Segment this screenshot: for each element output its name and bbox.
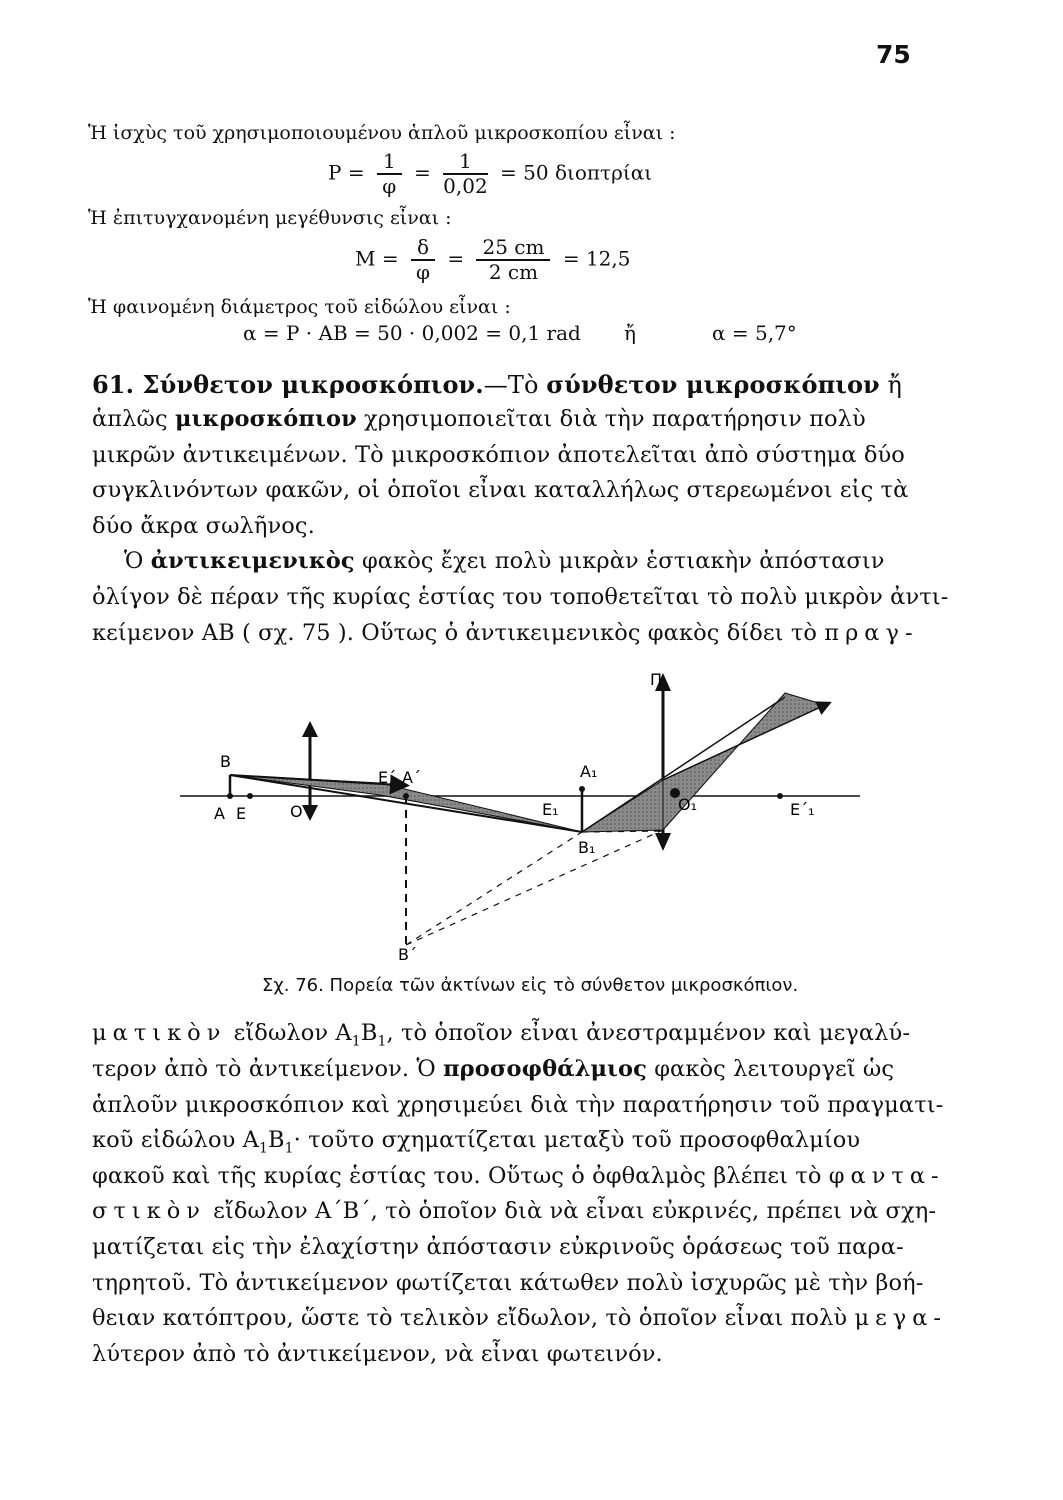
power-frac-1: $\frac{1}{\varphi}$ [377, 150, 402, 198]
page-number: 75 [876, 40, 911, 69]
after-line-1: ματικὸν εἴδωλον $A_1B_1$, τὸ ὁποῖον εἶναι ἀνεστραμμένον καὶ μεγαλύ- [92, 1020, 911, 1050]
after-line-9: θειαν κατόπτρου, ὥστε τὸ τελικὸν εἴδωλον, τὸ ὁποῖον εἶναι πολὺ μεγα- [92, 1305, 947, 1331]
diameter-or: ἤ [624, 321, 636, 345]
section-line-3: μικρῶν ἀντικειμένων. Τὸ μικροσκόπιον ἀποτελεῖται ἀπὸ σύστημα δύο [92, 442, 905, 468]
after-line-6: στικὸν εἴδωλον A΄B΄, τὸ ὁποῖον διὰ νὰ εἶναι εὐκρινές, πρέπει νὰ σχη- [92, 1198, 937, 1224]
mag-frac-1: $\frac{\delta}{\varphi}$ [411, 236, 435, 284]
section-line-8: κείμενον AB ( σχ. 75 ). Οὕτως ὁ ἀντικειμενικὸς φακὸς δίδει τὸ πραγ- [92, 620, 919, 646]
diameter-degrees: α = 5,7° [712, 321, 797, 345]
power-label: Ἡ ἰσχὺς τοῦ χρησιμοποιουμένου ἁπλοῦ μικροσκοπίου εἶναι : [88, 122, 676, 144]
label-B: B [220, 752, 231, 771]
after-line-3: ἁπλοῦν μικροσκόπιον καὶ χρησιμεύει διὰ τὴν παρατήρησιν τοῦ πραγματι- [92, 1092, 944, 1118]
label-E1-prime: E΄₁ [790, 800, 815, 819]
label-E1: E₁ [542, 800, 559, 819]
label-A-prime: A΄ [402, 768, 421, 787]
label-P: Π [650, 670, 663, 689]
magnification-equation: M = $\frac{\delta}{\varphi}$ = $\frac{25 cm}{2 cm}$ = 12,5 [355, 235, 631, 284]
power-lhs: P = [328, 160, 365, 185]
diameter-equation: α = P · AB = 50 · 0,002 = 0,1 rad [243, 321, 581, 345]
label-B-prime: B΄ [398, 945, 417, 964]
label-O: O [290, 802, 303, 821]
mag-frac-2: $\frac{25 cm}{2 cm}$ [476, 236, 550, 284]
after-line-8: τηρητοῦ. Τὸ ἀντικείμενον φωτίζεται κάτωθεν πολὺ ἰσχυρῶς μὲ τὴν βοή- [92, 1270, 924, 1296]
after-line-7: ματίζεται εἰς τὴν ἐλαχίστην ἀπόστασιν εὐκρινοῦς ὁράσεως τοῦ παρα- [92, 1234, 904, 1260]
after-line-10: λύτερον ἀπὸ τὸ ἀντικείμενον, νὰ εἶναι φωτεινόν. [92, 1341, 663, 1367]
after-line-4: κοῦ εἰδώλου $A_1B_1\cdot$ τοῦτο σχηματίζεται μεταξὺ τοῦ προσοφθαλμίου [92, 1127, 861, 1157]
power-rhs: = 50 διοπτρίαι [500, 160, 653, 185]
microscope-ray-diagram [170, 655, 890, 965]
section-line-6: Ὁ ἀντικειμενικὸς φακὸς ἔχει πολὺ μικρὰν ἑστιακὴν ἀπόστασιν [124, 548, 885, 574]
magnification-label: Ἡ ἐπιτυγχανομένη μεγέθυνσις εἶναι : [88, 207, 452, 229]
after-line-5: φακοῦ καὶ τῆς κυρίας ἑστίας του. Οὕτως ὁ ὀφθαλμὸς βλέπει τὸ φαντα- [92, 1163, 945, 1189]
section-line-2: ἁπλῶς μικροσκόπιον χρησιμοποιεῖται διὰ τὴν παρατήρησιν πολὺ [92, 406, 866, 432]
label-E-prime: E΄ [378, 768, 397, 787]
section-line-4: συγκλινόντων φακῶν, οἱ ὁποῖοι εἶναι καταλλήλως στερεωμένοι εἰς τὰ [92, 477, 909, 503]
section-line-1: 61. Σύνθετον μικροσκόπιον.—Τὸ σύνθετον μικροσκόπιον ἤ [92, 370, 903, 399]
label-O1: O₁ [678, 795, 698, 814]
diameter-label: Ἡ φαινομένη διάμετρος τοῦ εἰδώλου εἶναι : [88, 296, 511, 318]
power-frac-2: $\frac{1}{0,02}$ [443, 149, 488, 198]
label-A: A [214, 804, 225, 823]
power-equation: P = $\frac{1}{\varphi}$ = $\frac{1}{0,02}$ = 50 διοπτρίαι [328, 149, 653, 198]
after-line-2: τερον ἀπὸ τὸ ἀντικείμενον. Ὁ προσοφθάλμιος φακὸς λειτουργεῖ ὡς [92, 1056, 895, 1082]
section-line-5: δύο ἄκρα σωλῆνος. [92, 513, 315, 539]
label-A1: A₁ [580, 762, 598, 781]
section-line-7: ὀλίγον δὲ πέραν τῆς κυρίας ἑστίας του τοποθετεῖται τὸ πολὺ μικρὸν ἀντι- [92, 584, 949, 610]
figure-caption: Σχ. 76. Πορεία τῶν ἀκτίνων εἰς τὸ σύνθετον μικροσκόπιον. [262, 975, 799, 996]
section-heading: 61. Σύνθετον μικροσκόπιον. [92, 370, 484, 399]
label-E: E [236, 804, 247, 823]
label-B1: B₁ [578, 838, 596, 857]
